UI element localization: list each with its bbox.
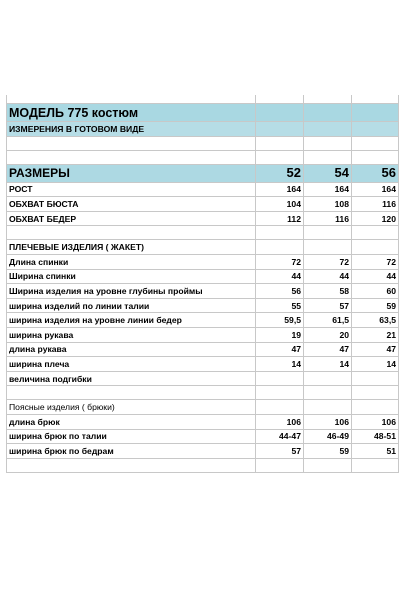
- row-value: 164: [352, 182, 399, 197]
- table-row: [7, 182, 399, 197]
- row-label: ширина изделия на уровне линии бедер: [7, 313, 256, 328]
- row-label: ширина рукава: [7, 327, 256, 342]
- table-row: [7, 342, 399, 357]
- row-value: 108: [304, 197, 352, 212]
- row-value: 72: [304, 254, 352, 269]
- row-value: 106: [352, 414, 399, 429]
- row-value: 63,5: [352, 313, 399, 328]
- row-value: 61,5: [304, 313, 352, 328]
- subtitle-row: [7, 122, 399, 137]
- empty-row: [7, 150, 399, 164]
- empty-row: [7, 136, 399, 150]
- row-value: 47: [352, 342, 399, 357]
- row-value: 44: [352, 269, 399, 284]
- row-label: Ширина спинки: [7, 269, 256, 284]
- row-value: 112: [256, 211, 304, 226]
- empty-row: [7, 386, 399, 400]
- table-row: [7, 254, 399, 269]
- row-value: 59: [352, 298, 399, 313]
- row-value: 59,5: [256, 313, 304, 328]
- row-value: 104: [256, 197, 304, 212]
- row-value: 116: [352, 197, 399, 212]
- row-value: 59: [304, 444, 352, 459]
- row-value: 20: [304, 327, 352, 342]
- size-52: 52: [256, 164, 304, 182]
- table-row: [7, 357, 399, 372]
- sizes-header-row: [7, 164, 399, 182]
- row-value: 47: [256, 342, 304, 357]
- row-label: длина рукава: [7, 342, 256, 357]
- sizes-label: РАЗМЕРЫ: [7, 164, 256, 182]
- row-value: 60: [352, 284, 399, 299]
- row-label: РОСТ: [7, 182, 256, 197]
- row-value: 48-51: [352, 429, 399, 444]
- table-row: [7, 313, 399, 328]
- row-value: 164: [256, 182, 304, 197]
- empty-row: [7, 226, 399, 240]
- table-row: [7, 211, 399, 226]
- table-row: [7, 444, 399, 459]
- size-chart-table: [6, 95, 399, 473]
- row-value: [304, 371, 352, 386]
- table-row: [7, 327, 399, 342]
- row-value: 106: [256, 414, 304, 429]
- section-header-jacket: [7, 240, 399, 255]
- row-label: ОБХВАТ БЮСТА: [7, 197, 256, 212]
- row-value: 106: [304, 414, 352, 429]
- table-row: [7, 298, 399, 313]
- table-row: [7, 371, 399, 386]
- row-value: [352, 371, 399, 386]
- row-value: 55: [256, 298, 304, 313]
- row-value: 14: [256, 357, 304, 372]
- row-value: 44: [256, 269, 304, 284]
- table-row: [7, 269, 399, 284]
- row-value: 72: [352, 254, 399, 269]
- row-label: ширина брюк по талии: [7, 429, 256, 444]
- row-label: Длина спинки: [7, 254, 256, 269]
- row-value: 120: [352, 211, 399, 226]
- row-value: 19: [256, 327, 304, 342]
- table-subtitle: ИЗМЕРЕНИЯ В ГОТОВОМ ВИДЕ: [7, 122, 256, 137]
- title-row: [7, 104, 399, 122]
- row-label: ширина изделий по линии талии: [7, 298, 256, 313]
- row-value: 21: [352, 327, 399, 342]
- row-value: 14: [304, 357, 352, 372]
- row-label: ОБХВАТ БЕДЕР: [7, 211, 256, 226]
- size-54: 54: [304, 164, 352, 182]
- row-value: 44-47: [256, 429, 304, 444]
- section-header-trousers: [7, 400, 399, 415]
- row-value: [256, 371, 304, 386]
- row-value: 44: [304, 269, 352, 284]
- table-title: МОДЕЛЬ 775 костюм: [7, 104, 256, 122]
- row-value: 56: [256, 284, 304, 299]
- row-value: 46-49: [304, 429, 352, 444]
- table-row: [7, 284, 399, 299]
- row-value: 116: [304, 211, 352, 226]
- row-label: Ширина изделия на уровне глубины проймы: [7, 284, 256, 299]
- empty-row: [7, 458, 399, 472]
- row-label: ширина плеча: [7, 357, 256, 372]
- section-title: ПЛЕЧЕВЫЕ ИЗДЕЛИЯ ( ЖАКЕТ): [7, 240, 256, 255]
- size-56: 56: [352, 164, 399, 182]
- section-title: Поясные изделия ( брюки): [7, 400, 256, 415]
- row-value: 58: [304, 284, 352, 299]
- table-row: [7, 414, 399, 429]
- row-value: 47: [304, 342, 352, 357]
- row-value: 51: [352, 444, 399, 459]
- table-row: [7, 429, 399, 444]
- row-label: величина подгибки: [7, 371, 256, 386]
- row-value: 57: [256, 444, 304, 459]
- table-row: [7, 197, 399, 212]
- blank-row: [7, 95, 399, 104]
- row-value: 164: [304, 182, 352, 197]
- row-value: 72: [256, 254, 304, 269]
- row-label: длина брюк: [7, 414, 256, 429]
- row-value: 57: [304, 298, 352, 313]
- row-value: 14: [352, 357, 399, 372]
- row-label: ширина брюк по бедрам: [7, 444, 256, 459]
